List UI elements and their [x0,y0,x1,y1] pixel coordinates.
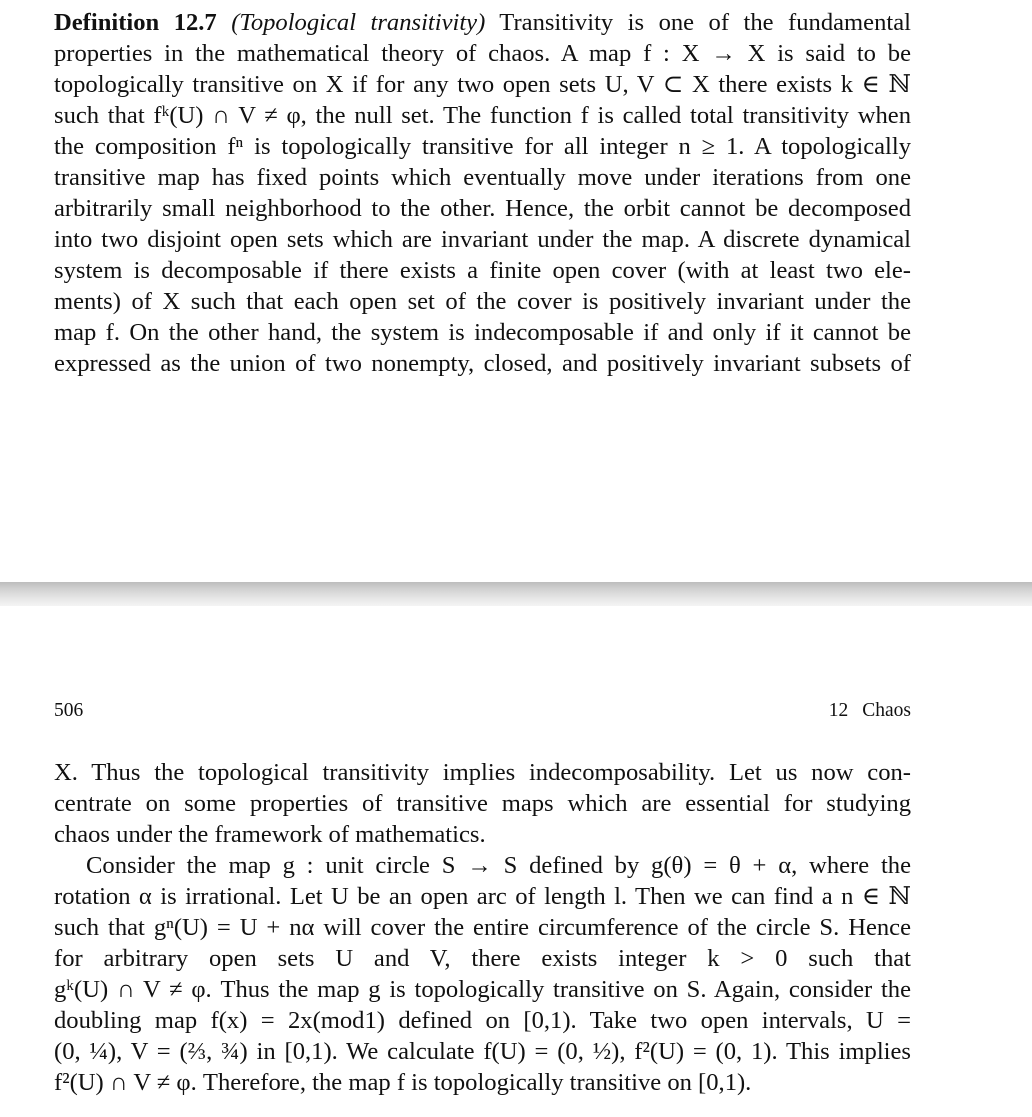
chapter-number: 12 [828,700,849,721]
text-line: such that gⁿ(U) = U + nα will cover the entire circumference of the circle S. Hence [54,914,911,941]
text-line: into two disjoint open sets which are invariant under the map. A discrete dynamical [54,226,911,253]
text-line: centrate on some properties of transitive maps which are essential for studying [54,790,911,817]
continuation-paragraphs [54,757,911,1098]
text-line: transitive map has fixed points which eventually move under iterations from one [54,164,911,191]
text-line: Consider the map g : unit circle S → S defined by g(θ) = θ + α, where the [86,852,911,879]
text-line: rotation α is irrational. Let U be an open arc of length l. Then we can find a n ∈ ℕ [54,883,911,910]
text-line: doubling map f(x) = 2x(mod1) defined on [0,1). Take two open intervals, U = [54,1007,911,1034]
page-separator [0,582,1032,606]
text-line: f²(U) ∩ V ≠ φ. Therefore, the map f is topologically transitive on [0,1). [54,1069,752,1096]
text-line [54,7,911,38]
text-line: ments) of X such that each open set of the cover is positively invariant under the [54,288,911,315]
text-line: system is decomposable if there exists a finite open cover (with at least two ele- [54,257,911,284]
text-line: gᵏ(U) ∩ V ≠ φ. Thus the map g is topologically transitive on S. Again, consider the [54,976,911,1003]
page-number: 506 [54,700,84,721]
definition-label: Definition 12.7 [54,9,217,36]
text-line: arbitrarily small neighborhood to the other. Hence, the orbit cannot be decomposed [54,195,911,222]
text-line: properties in the mathematical theory of chaos. A map f : X → X is said to be [54,40,911,67]
text-line: chaos under the framework of mathematics. [54,821,486,848]
text-line: the composition fⁿ is topologically transitive for all integer n ≥ 1. A topologically [54,133,911,160]
text-line: for arbitrary open sets U and V, there exists integer k > 0 such that [54,945,911,972]
definition-paragraph [54,7,911,379]
definition-name: (Topological transitivity) [231,9,486,36]
running-head [54,700,911,726]
text-line: expressed as the union of two nonempty, closed, and positively invariant subsets of [54,350,911,377]
text-line: (0, ¼), V = (⅔, ¾) in [0,1). We calculate f(U) = (0, ½), f²(U) = (0, 1). This implies [54,1038,911,1065]
text-line: X. Thus the topological transitivity implies indecomposability. Let us now con- [54,759,911,786]
text-line: topologically transitive on X if for any two open sets U, V ⊂ X there exists k ∈ ℕ [54,71,911,98]
chapter-title: Chaos [862,700,911,721]
text-line-content: Transitivity is one of the fundamental [485,9,911,36]
chapter-heading [829,700,911,722]
text-line: map f. On the other hand, the system is indecomposable if and only if it cannot be [54,319,911,346]
text-line: such that fᵏ(U) ∩ V ≠ φ, the null set. The function f is called total transitivity when [54,102,911,129]
